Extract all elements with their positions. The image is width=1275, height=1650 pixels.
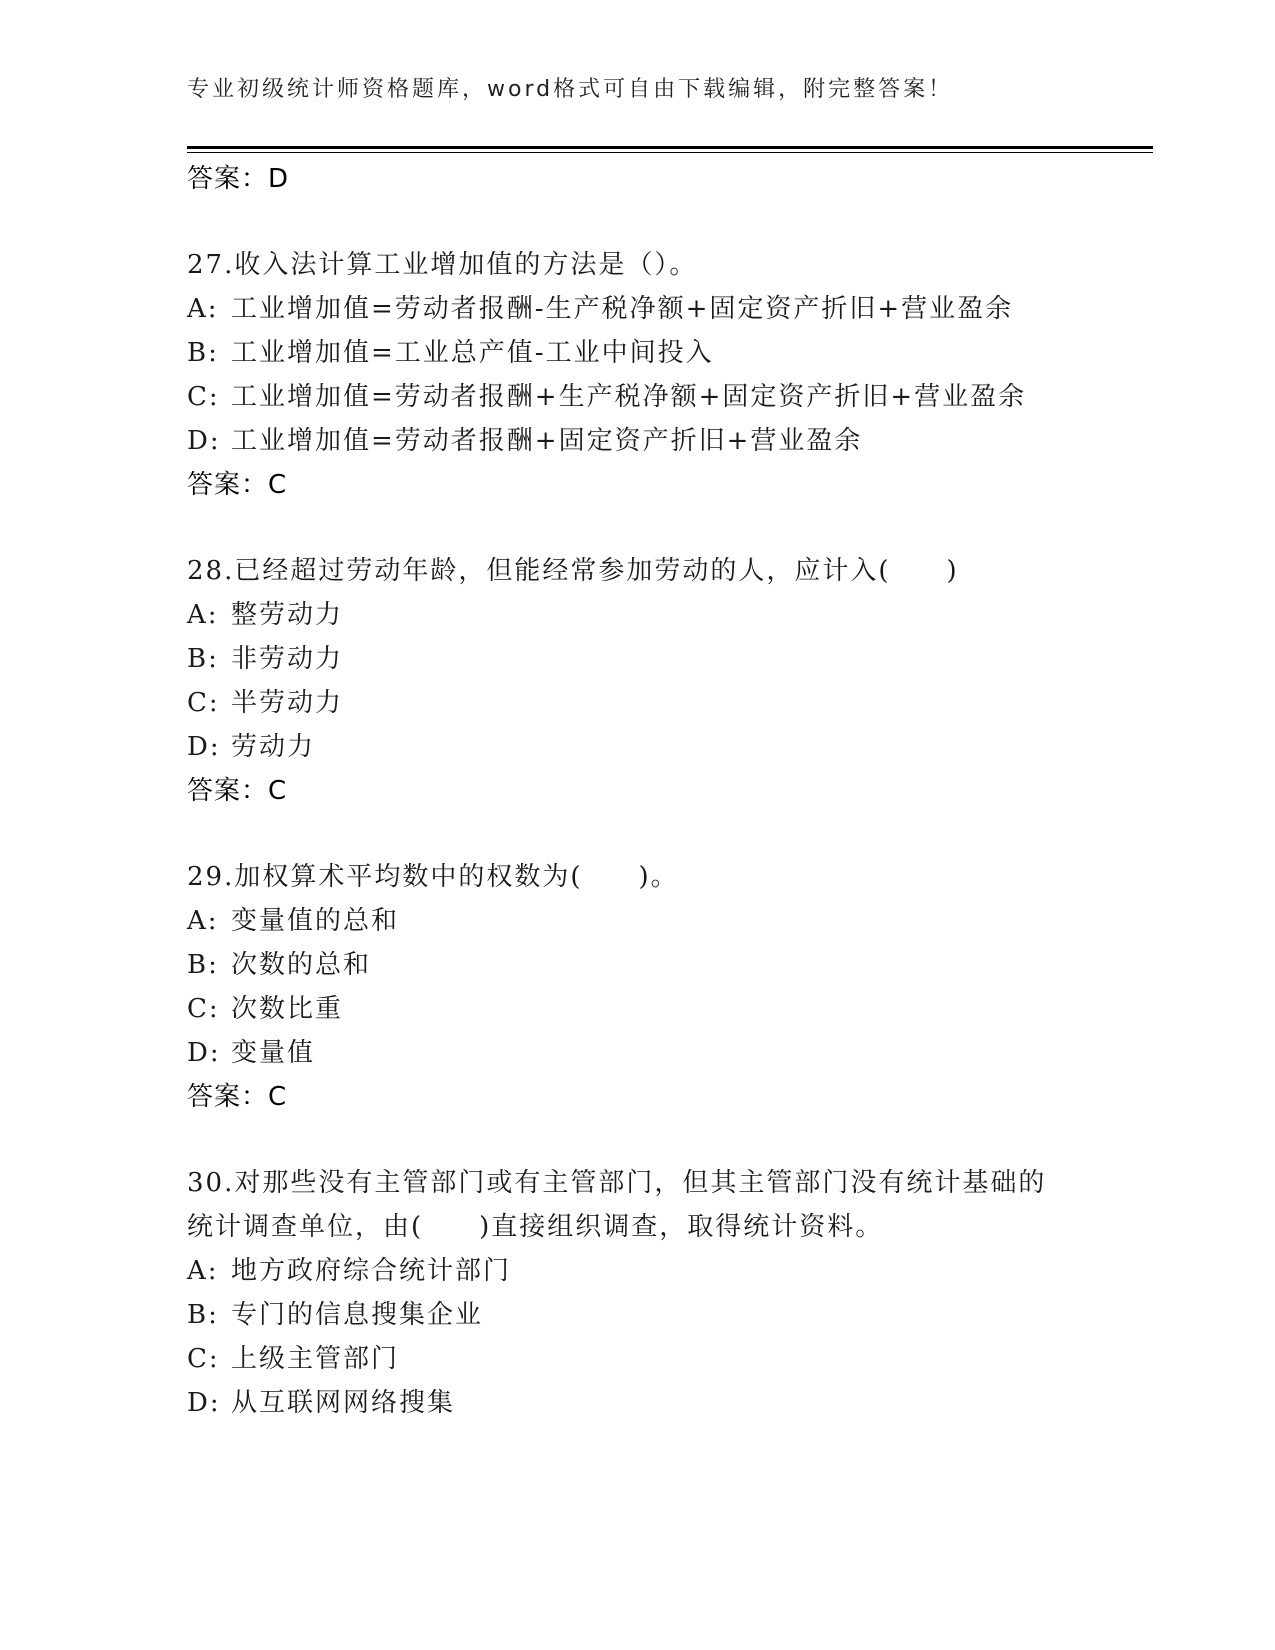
option-letter: D:: [187, 1388, 221, 1418]
option-text: 变量值的总和: [231, 906, 400, 936]
option-d: [187, 1032, 315, 1069]
option-letter: C:: [187, 994, 220, 1024]
option-d: [187, 1382, 455, 1419]
option-a: [187, 288, 1013, 325]
option-text: 从互联网网络搜集: [231, 1388, 456, 1418]
answer-line: 答案：C: [187, 1082, 288, 1112]
option-c: [187, 376, 1026, 413]
option-text: 劳动力: [231, 732, 316, 762]
option-b: [187, 332, 714, 369]
question-stem: 28.已经超过劳动年龄，但能经常参加劳动的人，应计入( ): [187, 556, 959, 586]
option-text: 工业增加值=工业总产值-工业中间投入: [231, 338, 714, 368]
option-letter: D:: [187, 426, 221, 456]
answer-line: 答案：D: [187, 164, 290, 194]
option-letter: C:: [187, 382, 220, 412]
option-a: [187, 1250, 511, 1287]
option-text: 次数的总和: [231, 950, 372, 980]
option-d: [187, 420, 862, 457]
option-text: 上级主管部门: [231, 1344, 400, 1374]
option-a: [187, 900, 399, 937]
option-b: [187, 638, 343, 675]
option-text: 变量值: [231, 1038, 316, 1068]
option-c: [187, 682, 343, 719]
option-c: [187, 1338, 399, 1375]
option-text: 地方政府综合统计部门: [231, 1256, 512, 1286]
option-letter: C:: [187, 1344, 220, 1374]
page-header: 专业初级统计师资格题库，word格式可自由下载编辑，附完整答案！: [187, 77, 954, 102]
option-text: 工业增加值=劳动者报酬-生产税净额+固定资产折旧+营业盈余: [231, 294, 1014, 324]
option-c: [187, 988, 343, 1025]
option-b: [187, 944, 371, 981]
option-text: 专门的信息搜集企业: [231, 1300, 484, 1330]
answer-line: 答案：C: [187, 470, 288, 500]
option-letter: D:: [187, 732, 221, 762]
option-letter: D:: [187, 1038, 221, 1068]
question-stem-continued: 统计调查单位，由( )直接组织调查，取得统计资料。: [187, 1212, 884, 1242]
option-text: 非劳动力: [231, 644, 344, 674]
header-rule: [187, 146, 1153, 149]
question-stem: 30.对那些没有主管部门或有主管部门，但其主管部门没有统计基础的: [187, 1168, 1047, 1198]
option-letter: A:: [187, 906, 219, 936]
option-letter: C:: [187, 688, 220, 718]
option-b: [187, 1294, 483, 1331]
option-text: 整劳动力: [231, 600, 344, 630]
option-a: [187, 594, 343, 631]
option-letter: B:: [187, 950, 219, 980]
option-letter: B:: [187, 1300, 219, 1330]
question-stem: 27.收入法计算工业增加值的方法是（）。: [187, 250, 698, 280]
option-letter: B:: [187, 644, 219, 674]
question-stem: 29.加权算术平均数中的权数为( )。: [187, 862, 679, 892]
option-letter: A:: [187, 294, 219, 324]
option-text: 半劳动力: [231, 688, 344, 718]
option-letter: B:: [187, 338, 219, 368]
header-rule-thin: [187, 152, 1153, 153]
option-text: 次数比重: [231, 994, 344, 1024]
option-text: 工业增加值=劳动者报酬+生产税净额+固定资产折旧+营业盈余: [231, 382, 1027, 412]
answer-line: 答案：C: [187, 776, 288, 806]
option-letter: A:: [187, 600, 219, 630]
option-letter: A:: [187, 1256, 219, 1286]
option-text: 工业增加值=劳动者报酬+固定资产折旧+营业盈余: [231, 426, 863, 456]
option-d: [187, 726, 315, 763]
